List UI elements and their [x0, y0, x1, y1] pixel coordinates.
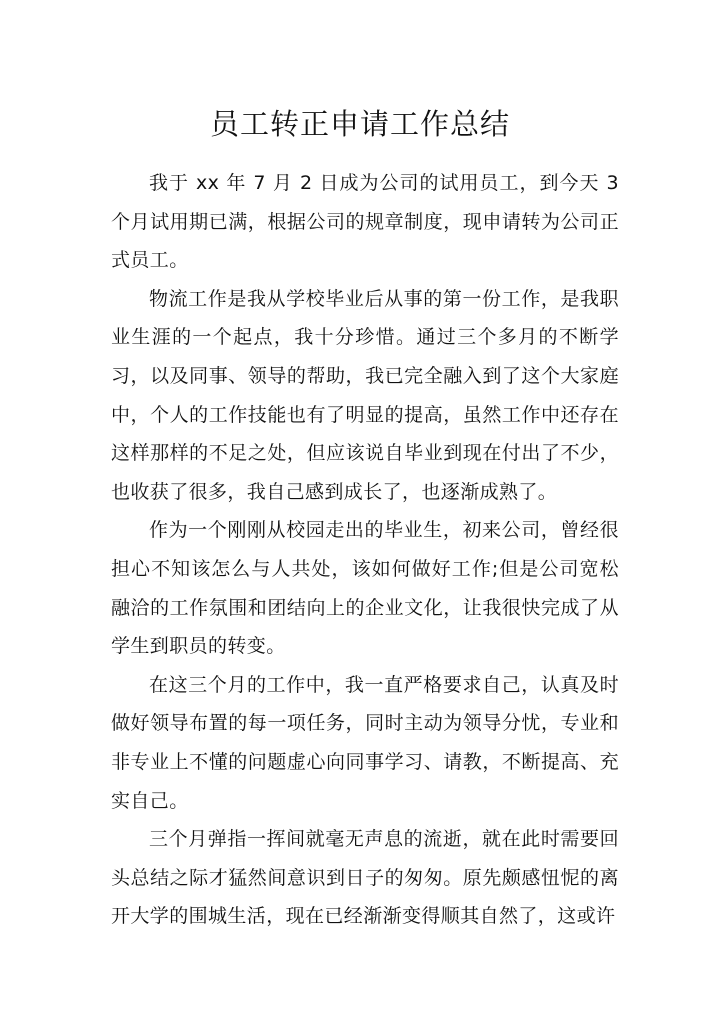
paragraph: 三个月弹指一挥间就毫无声息的流逝，就在此时需要回头总结之际才猛然间意识到日子的匆匆。原先颇感忸怩的离开大学的围城生活，现在已经渐渐变得顺其自然了，这或许 — [111, 828, 619, 928]
paragraph: 我于 xx 年 7 月 2 日成为公司的试用员工，到今天 3 个月试用期已满，根据公司的规章制度，现申请转为公司正式员工。 — [111, 172, 619, 272]
paragraph: 作为一个刚刚从校园走出的毕业生，初来公司，曾经很担心不知该怎么与人共处，该如何做好工作;但是公司宽松融洽的工作氛围和团结向上的企业文化，让我很快完成了从学生到职员的转变。 — [111, 519, 619, 658]
paragraph: 在这三个月的工作中，我一直严格要求自己，认真及时做好领导布置的每一项任务，同时主动为领导分忧，专业和非专业上不懂的问题虚心向同事学习、请教，不断提高、充实自己。 — [111, 673, 619, 812]
document-title: 员工转正申请工作总结 — [209, 107, 510, 141]
paragraph: 物流工作是我从学校毕业后从事的第一份工作，是我职业生涯的一个起点，我十分珍惜。通过三个多月的不断学习，以及同事、领导的帮助，我已完全融入到了这个大家庭中，个人的工作技能也有了明显的提高，虽然工作中还存在这样那样的不足之处，但应该说自毕业到现在付出了不少，也收获了很多，我自己感到成长了，也逐渐成熟了。 — [111, 287, 619, 503]
document-body — [111, 164, 619, 936]
